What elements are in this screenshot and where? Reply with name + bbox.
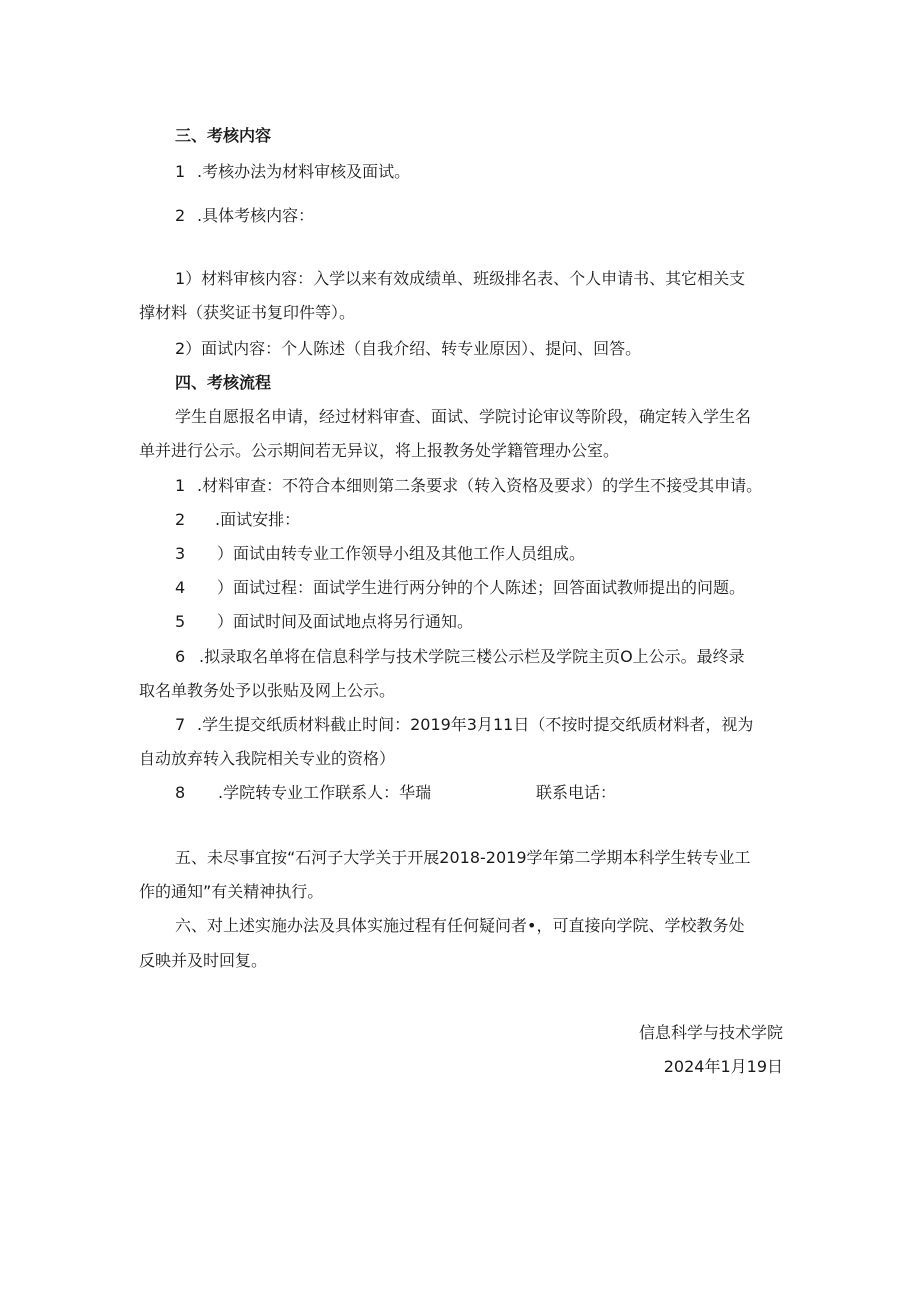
item-number: 1 (175, 162, 186, 181)
signature-date: 2024年1月19日 (663, 1057, 783, 1076)
section3-item-1 (175, 161, 410, 183)
section3-sub2: 2）面试内容：个人陈述（自我介绍、转专业原因）、提问、回答。 (175, 339, 642, 358)
item-number: 8 (175, 783, 186, 802)
item-text: .拟录取名单将在信息科学与技术学院三楼公示栏及学院主页O上公示。最终录 (199, 647, 745, 666)
item-number: 6 (175, 647, 186, 666)
item-number: 2 (175, 510, 186, 529)
item-text: .学生提交纸质材料截止时间：2019年3月11日（不按时提交纸质材料者，视为 (197, 715, 754, 734)
section4-item-7 (175, 714, 753, 736)
section3-item-2 (175, 205, 314, 227)
item-text: ）面试由转专业工作领导小组及其他工作人员组成。 (217, 544, 586, 563)
section5-line1: 五、未尽事宜按“石河子大学关于开展2018-2019学年第二学期本科学生转专业工 (175, 848, 751, 867)
item-text: .考核办法为材料审核及面试。 (197, 162, 411, 181)
section4-intro-line1: 学生自愿报名申请，经过材料审查、面试、学院讨论审议等阶段，确定转入学生名 (175, 407, 752, 426)
section4-intro-line2: 单并进行公示。公示期间若无异议，将上报教务处学籍管理办公室。 (139, 441, 620, 460)
item-text: .具体考核内容： (197, 206, 315, 225)
item-text: .面试安排： (215, 510, 301, 529)
section4-item-2 (175, 509, 300, 531)
section4-item-3 (175, 543, 585, 565)
section4-heading: 四、考核流程 (175, 373, 272, 392)
section6-line1: 六、对上述实施办法及具体实施过程有任何疑问者•，可直接向学院、学校教务处 (175, 916, 745, 935)
item-text: ）面试时间及面试地点将另行通知。 (217, 612, 474, 631)
section4-item-6 (175, 646, 745, 668)
signature-org: 信息科学与技术学院 (638, 1023, 783, 1042)
section3-sub1-line2: 撑材料（获奖证书复印件等）。 (139, 303, 356, 322)
section4-item-6-line2: 取名单教务处予以张贴及网上公示。 (139, 681, 396, 700)
item-text: ）面试过程：面试学生进行两分钟的个人陈述；回答面试教师提出的问题。 (217, 578, 746, 597)
item-text: .材料审查：不符合本细则第二条要求（转入资格及要求）的学生不接受其申请。 (197, 476, 763, 495)
section5-line2: 作的通知”有关精神执行。 (139, 882, 324, 901)
item-number: 7 (175, 715, 186, 734)
item-number: 3 (175, 544, 186, 563)
section3-sub1-line1: 1）材料审核内容：入学以来有效成绩单、班级排名表、个人申请书、其它相关支 (175, 269, 746, 288)
section4-item-5 (175, 611, 473, 633)
item-text: .学院转专业工作联系人：华瑞 (218, 783, 432, 802)
section4-item-7-line2: 自动放弃转入我院相关专业的资格） (139, 749, 396, 768)
section6-line2: 反映并及时回复。 (139, 951, 268, 970)
item-number: 2 (175, 206, 186, 225)
section4-item-8 (175, 782, 616, 804)
section4-item-1 (175, 475, 762, 497)
section4-item-4 (175, 577, 745, 599)
section3-heading: 三、考核内容 (175, 126, 272, 145)
item-number: 1 (175, 476, 186, 495)
phone-label: 联系电话： (536, 783, 617, 802)
item-number: 5 (175, 612, 186, 631)
item-number: 4 (175, 578, 186, 597)
